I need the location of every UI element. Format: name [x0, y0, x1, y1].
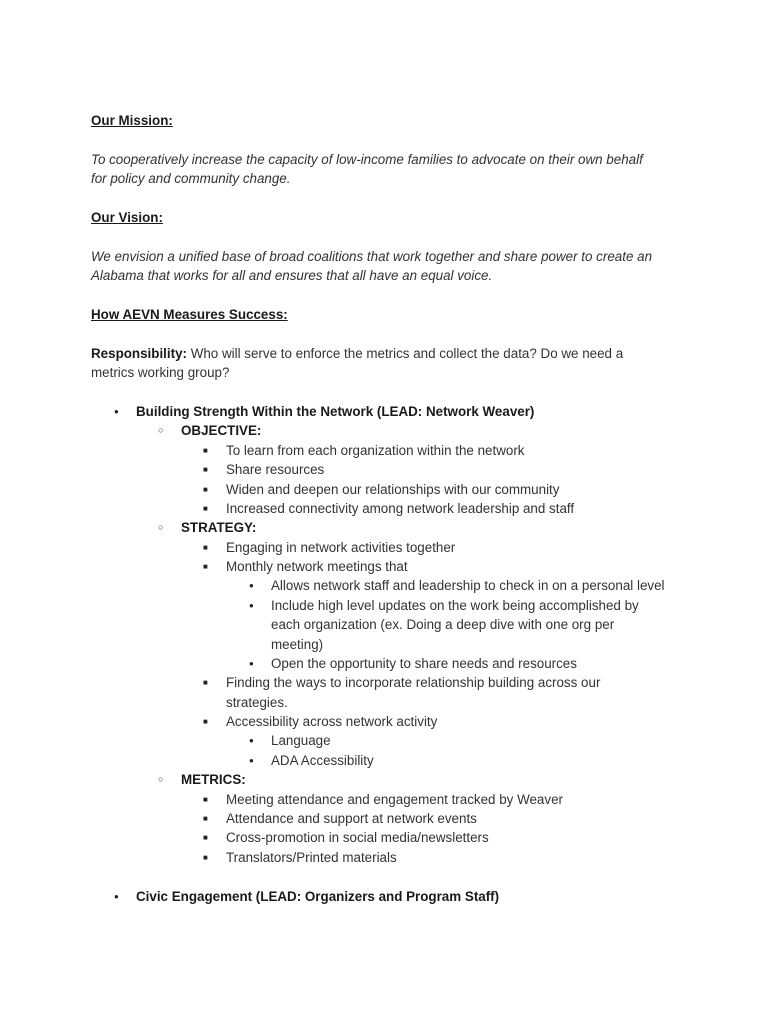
meeting-subitem-cont: each organization (ex. Doing a deep dive with one org per — [271, 617, 615, 632]
bullet-disc-icon — [249, 596, 254, 617]
responsibility-line — [91, 344, 623, 363]
metrics-item: Attendance and support at network events — [226, 811, 477, 826]
strategy-item: Monthly network meetings that — [226, 559, 408, 574]
objective-label: OBJECTIVE: — [181, 423, 262, 438]
mission-text-line: To cooperatively increase the capacity of low-income families to advocate on their own behalf — [91, 152, 643, 167]
bullet-circle-icon — [158, 421, 163, 442]
meeting-subitem: Include high level updates on the work being accomplished by — [271, 598, 639, 613]
accessibility-subitem: ADA Accessibility — [271, 753, 374, 768]
metrics-item: Meeting attendance and engagement tracked by Weaver — [226, 792, 563, 807]
objective-item: Increased connectivity among network leadership and staff — [226, 501, 575, 516]
bullet-disc-icon — [249, 751, 254, 772]
objective-item: To learn from each organization within the network — [226, 443, 525, 458]
bullet-circle-icon — [158, 518, 163, 539]
bullet-square-icon — [203, 557, 208, 578]
metrics-item: Cross-promotion in social media/newsletters — [226, 830, 489, 845]
strategy-item-cont: strategies. — [226, 695, 288, 710]
responsibility-label: Responsibility: — [91, 346, 187, 361]
bullet-square-icon — [203, 828, 208, 849]
meeting-subitem: Open the opportunity to share needs and resources — [271, 656, 577, 671]
bullet-disc-icon — [114, 887, 119, 908]
section-title: Civic Engagement (LEAD: Organizers and Program Staff) — [136, 889, 500, 904]
strategy-item: Finding the ways to incorporate relationship building across our — [226, 675, 601, 690]
responsibility-text: Who will serve to enforce the metrics and collect the data? Do we need a — [190, 346, 624, 361]
meeting-subitem-cont: meeting) — [271, 637, 324, 652]
vision-text-line: We envision a unified base of broad coalitions that work together and share power to create an — [91, 249, 653, 264]
bullet-disc-icon — [249, 731, 254, 752]
objective-item: Share resources — [226, 462, 325, 477]
bullet-circle-icon — [158, 770, 163, 791]
vision-text-line: Alabama that works for all and ensures that all have an equal voice. — [91, 268, 493, 283]
mission-text-line: for policy and community change. — [91, 171, 291, 186]
strategy-label: STRATEGY: — [181, 520, 257, 535]
bullet-square-icon — [203, 848, 208, 869]
metrics-item: Translators/Printed materials — [226, 850, 397, 865]
mission-heading: Our Mission: — [91, 113, 173, 128]
metrics-label: METRICS: — [181, 772, 246, 787]
bullet-square-icon — [203, 460, 208, 481]
success-heading: How AEVN Measures Success: — [91, 307, 288, 322]
strategy-item: Engaging in network activities together — [226, 540, 456, 555]
bullet-square-icon — [203, 673, 208, 694]
bullet-square-icon — [203, 712, 208, 733]
meeting-subitem: Allows network staff and leadership to check in on a personal level — [271, 578, 665, 593]
accessibility-subitem: Language — [271, 733, 331, 748]
objective-item: Widen and deepen our relationships with our community — [226, 482, 560, 497]
bullet-disc-icon — [114, 402, 119, 423]
bullet-disc-icon — [249, 576, 254, 597]
strategy-item: Accessibility across network activity — [226, 714, 438, 729]
responsibility-text-line: metrics working group? — [91, 365, 230, 380]
vision-heading: Our Vision: — [91, 210, 163, 225]
section-title: Building Strength Within the Network (LEAD: Network Weaver) — [136, 404, 535, 419]
